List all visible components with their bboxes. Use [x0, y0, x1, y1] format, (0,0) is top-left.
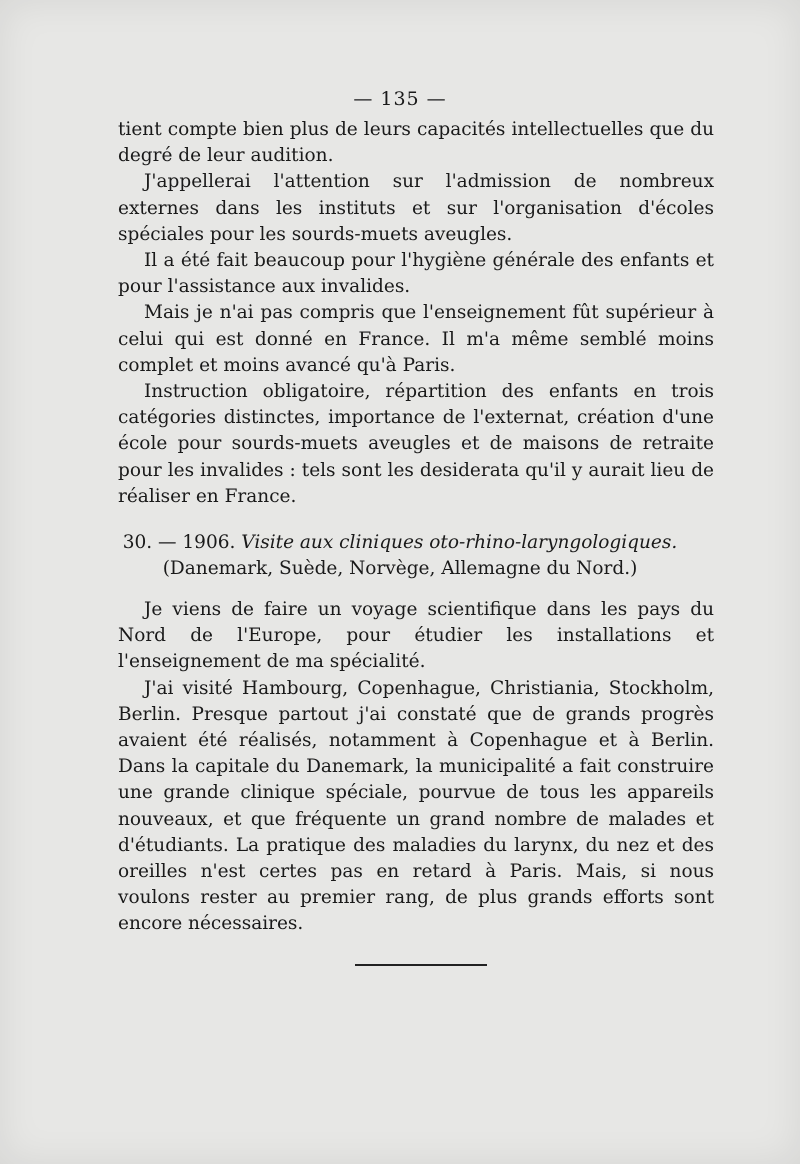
paragraph: Instruction obligatoire, répartition des enfants en trois catégories distinctes, importance de l'externat, création d'une école pour sourds-muets aveugles et de maisons de retraite pour les invalides : tels sont les desiderata qu'il y aurait lieu de réaliser en France. [118, 381, 714, 507]
paragraph: J'appellerai l'attention sur l'admission de nombreux externes dans les instituts et sur l'organisation d'écoles spéciales pour les sourds-muets aveugles. [118, 171, 714, 245]
heading-title: Visite aux cliniques oto-rhino-laryngologiques. [241, 532, 678, 553]
paragraph: Je viens de faire un voyage scientifique dans les pays du Nord de l'Europe, pour étudier les installations et l'enseignement de ma spécialité. [118, 599, 714, 673]
paragraph: Mais je n'ai pas compris que l'enseignement fût supérieur à celui qui est donné en France. Il m'a même semblé moins complet et moins avancé qu'à Paris. [118, 302, 714, 376]
paragraph: J'ai visité Hambourg, Copenhague, Christiania, Stockholm, Berlin. Presque partout j'ai constaté que de grands progrès avaient été réalisés, notamment à Copenhague et à Berlin. Dans la capitale du Danemark, la municipalité a fait construire une grande clinique spéciale, pourvue de tous les appareils nouveaux, et que fréquente un grand nombre de malades et d'étudiants. La pratique des maladies du larynx, du nez et des oreilles n'est certes pas en retard à Paris. Mais, si nous voulons rester au premier rang, de plus grands efforts sont encore nécessaires. [118, 677, 714, 935]
heading-subtitle: (Danemark, Suède, Norvège, Allemagne du Nord.) [162, 558, 638, 579]
paragraph: Il a été fait beaucoup pour l'hygiène générale des enfants et pour l'assistance aux invalides. [118, 250, 714, 298]
page-number: — 135 — [353, 88, 447, 110]
heading-number: 30. — 1906. [122, 532, 236, 553]
paragraph: tient compte bien plus de leurs capacités intellectuelles que du degré de leur audition. [118, 119, 714, 167]
end-rule [355, 964, 487, 966]
section-heading [0, 530, 800, 582]
text-section-1 [118, 117, 714, 510]
text-section-2 [118, 597, 714, 938]
